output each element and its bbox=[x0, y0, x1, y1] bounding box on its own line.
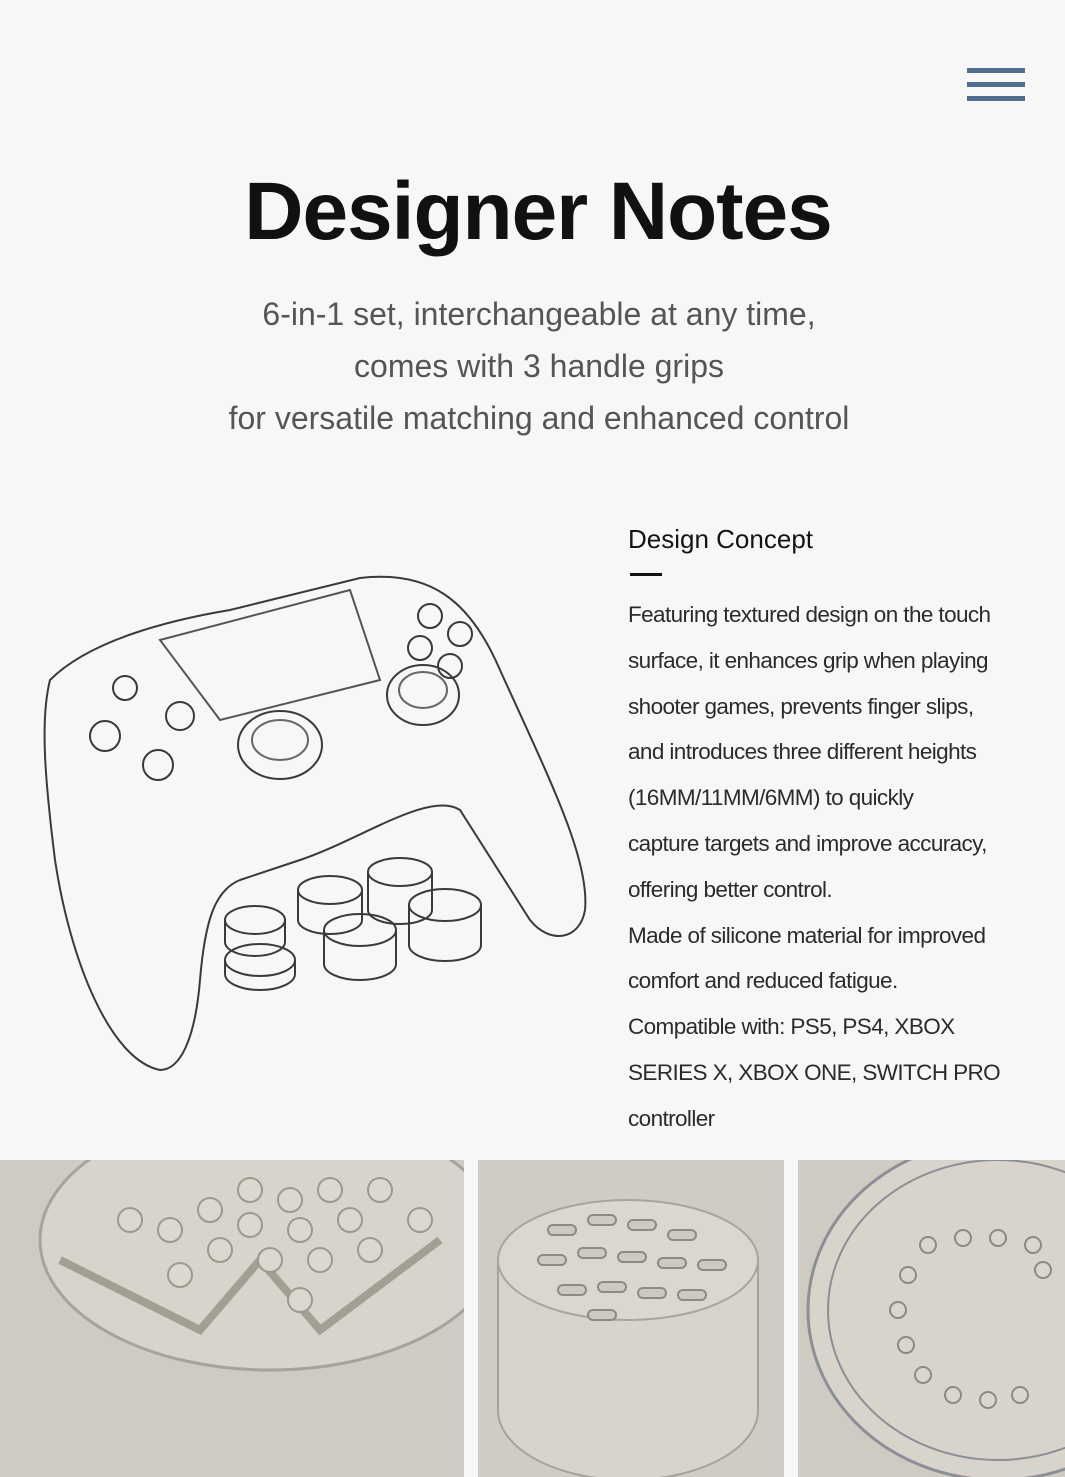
menu-bar bbox=[967, 96, 1025, 101]
concept-line: comfort and reduced fatigue. bbox=[628, 968, 898, 994]
menu-bar bbox=[967, 82, 1025, 87]
concept-line: and introduces three different heights bbox=[628, 739, 977, 765]
ring-grip-photo bbox=[798, 1160, 1065, 1477]
title-underline bbox=[630, 573, 662, 576]
concept-line: capture targets and improve accuracy, bbox=[628, 830, 987, 856]
concept-line: Compatible with: PS5, PS4, XBOX bbox=[628, 1014, 955, 1040]
design-concept-text bbox=[628, 592, 1038, 1142]
menu-bar bbox=[967, 68, 1025, 73]
concept-line: (16MM/11MM/6MM) to quickly bbox=[628, 785, 914, 811]
pill-grip-photo bbox=[478, 1160, 784, 1477]
concept-line: surface, it enhances grip when playing bbox=[628, 647, 988, 673]
controller-sketch-image bbox=[30, 560, 600, 1080]
hamburger-menu-icon[interactable] bbox=[967, 68, 1027, 104]
concept-line: Made of silicone material for improved bbox=[628, 922, 986, 948]
subtitle-line: 6-in-1 set, interchangeable at any time, bbox=[262, 296, 816, 332]
star-grip-photo bbox=[0, 1160, 464, 1477]
concept-line: offering better control. bbox=[628, 876, 833, 902]
subtitle-line: comes with 3 handle grips bbox=[354, 348, 724, 384]
page-title: Designer Notes bbox=[244, 166, 832, 257]
subtitle-line: for versatile matching and enhanced control bbox=[228, 400, 850, 436]
concept-line: SERIES X, XBOX ONE, SWITCH PRO bbox=[628, 1059, 1001, 1085]
concept-line: controller bbox=[628, 1105, 715, 1131]
design-concept-title: Design Concept bbox=[628, 524, 813, 554]
subtitle bbox=[0, 288, 1065, 444]
concept-line: Featuring textured design on the touch bbox=[628, 602, 991, 627]
concept-line: shooter games, prevents finger slips, bbox=[628, 693, 974, 719]
